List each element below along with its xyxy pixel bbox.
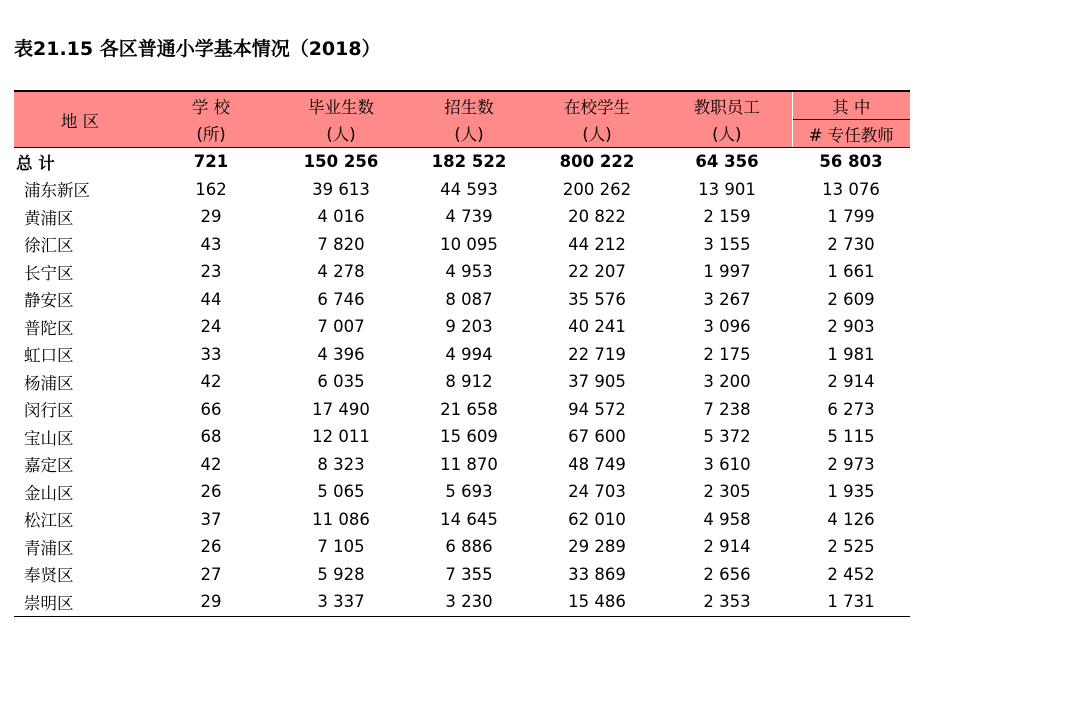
staff-cell: 1 997 [703, 262, 751, 282]
teachers-cell: 2 609 [827, 289, 875, 309]
header-teachers: # 专任教师 [792, 120, 910, 148]
enrollment-cell: 7 355 [445, 564, 493, 584]
staff-cell: 7 238 [703, 399, 751, 419]
teachers-cell: 1 981 [827, 344, 875, 364]
schools-cell: 68 [200, 427, 222, 447]
schools-cell: 27 [200, 564, 222, 584]
total-teachers: 56 803 [819, 152, 883, 172]
students-cell: 48 749 [568, 454, 626, 474]
header-staff-unit: (人) [662, 120, 792, 148]
staff-cell: 13 901 [698, 179, 756, 199]
table-row [14, 286, 910, 314]
graduates-cell: 3 337 [276, 588, 406, 616]
graduates-cell: 4 278 [317, 262, 365, 282]
students-cell: 22 207 [568, 262, 626, 282]
header-among: 其 中 [792, 91, 910, 120]
students-cell: 40 241 [568, 317, 626, 337]
teachers-cell: 13 076 [822, 179, 880, 199]
graduates-cell: 12 011 [312, 427, 370, 447]
table-row [14, 341, 910, 369]
schools-cell: 37 [200, 509, 222, 529]
graduates-cell: 11 086 [312, 509, 370, 529]
enrollment-cell: 4 953 [445, 262, 493, 282]
enrollment-cell: 21 658 [440, 399, 498, 419]
staff-cell: 2 353 [662, 588, 792, 616]
enrollment-cell: 10 095 [440, 234, 498, 254]
students-cell: 35 576 [568, 289, 626, 309]
teachers-cell: 1 799 [827, 207, 875, 227]
staff-cell: 2 175 [703, 344, 751, 364]
header-region: 地 区 [14, 91, 146, 148]
teachers-cell: 2 730 [827, 234, 875, 254]
region-cell: 徐汇区 [24, 236, 74, 256]
enrollment-cell: 5 693 [445, 482, 493, 502]
region-cell: 杨浦区 [24, 373, 74, 393]
table-row [14, 368, 910, 396]
header-staff: 教职员工 [662, 91, 792, 120]
staff-cell: 3 200 [703, 372, 751, 392]
header-graduates-unit: (人) [276, 120, 406, 148]
table-row [14, 396, 910, 424]
region-cell: 松江区 [24, 511, 74, 531]
graduates-cell: 6 746 [317, 289, 365, 309]
region-cell: 黄浦区 [24, 208, 74, 228]
enrollment-cell: 3 230 [406, 588, 532, 616]
staff-cell: 2 305 [703, 482, 751, 502]
teachers-cell: 6 273 [827, 399, 875, 419]
graduates-cell: 7 820 [317, 234, 365, 254]
header-row-2 [14, 120, 910, 148]
total-schools: 721 [193, 152, 229, 172]
region-cell: 嘉定区 [24, 456, 74, 476]
enrollment-cell: 11 870 [440, 454, 498, 474]
region-cell: 浦东新区 [24, 181, 90, 201]
staff-cell: 3 610 [703, 454, 751, 474]
students-cell: 15 486 [532, 588, 662, 616]
region-cell: 虹口区 [24, 346, 74, 366]
header-enrollment: 招生数 [406, 91, 532, 120]
teachers-cell: 5 115 [827, 427, 875, 447]
header-schools-unit: (所) [146, 120, 276, 148]
table-row [14, 423, 910, 451]
schools-cell: 43 [200, 234, 222, 254]
region-cell: 宝山区 [24, 428, 74, 448]
table-row [14, 231, 910, 259]
region-cell: 普陀区 [24, 318, 74, 338]
total-enrollment: 182 522 [431, 152, 507, 172]
schools-cell: 44 [200, 289, 222, 309]
schools-cell: 26 [200, 537, 222, 557]
header-students: 在校学生 [532, 91, 662, 120]
enrollment-cell: 4 994 [445, 344, 493, 364]
table-row [14, 258, 910, 286]
schools-cell: 33 [200, 344, 222, 364]
students-cell: 44 212 [568, 234, 626, 254]
teachers-cell: 2 525 [827, 537, 875, 557]
header-row-1 [14, 91, 910, 120]
table-row [14, 561, 910, 589]
schools-cell: 162 [195, 179, 227, 199]
table-header [14, 91, 910, 148]
staff-cell: 3 096 [703, 317, 751, 337]
table-row [14, 176, 910, 204]
table-row [14, 313, 910, 341]
students-cell: 62 010 [568, 509, 626, 529]
table-row [14, 478, 910, 506]
enrollment-cell: 6 886 [445, 537, 493, 557]
header-schools: 学 校 [146, 91, 276, 120]
graduates-cell: 39 613 [312, 179, 370, 199]
staff-cell: 5 372 [703, 427, 751, 447]
staff-cell: 4 958 [703, 509, 751, 529]
statistics-table [14, 90, 910, 617]
enrollment-cell: 4 739 [445, 207, 493, 227]
total-label: 总 计 [16, 153, 55, 173]
header-enrollment-unit: (人) [406, 120, 532, 148]
schools-cell: 29 [200, 207, 222, 227]
graduates-cell: 5 065 [317, 482, 365, 502]
teachers-cell: 1 661 [827, 262, 875, 282]
graduates-cell: 4 016 [317, 207, 365, 227]
region-cell: 静安区 [24, 291, 74, 311]
table-row-total [14, 148, 910, 176]
graduates-cell: 7 105 [317, 537, 365, 557]
students-cell: 24 703 [568, 482, 626, 502]
graduates-cell: 5 928 [317, 564, 365, 584]
schools-cell: 66 [200, 399, 222, 419]
enrollment-cell: 15 609 [440, 427, 498, 447]
students-cell: 33 869 [568, 564, 626, 584]
schools-cell: 23 [200, 262, 222, 282]
teachers-cell: 2 973 [827, 454, 875, 474]
header-graduates: 毕业生数 [276, 91, 406, 120]
teachers-cell: 2 452 [827, 564, 875, 584]
graduates-cell: 8 323 [317, 454, 365, 474]
graduates-cell: 4 396 [317, 344, 365, 364]
teachers-cell: 1 935 [827, 482, 875, 502]
teachers-cell: 2 914 [827, 372, 875, 392]
enrollment-cell: 9 203 [445, 317, 493, 337]
students-cell: 29 289 [568, 537, 626, 557]
region-cell: 奉贤区 [24, 566, 74, 586]
region-cell: 青浦区 [24, 538, 74, 558]
enrollment-cell: 14 645 [440, 509, 498, 529]
students-cell: 67 600 [568, 427, 626, 447]
table-row [14, 203, 910, 231]
enrollment-cell: 8 912 [445, 372, 493, 392]
students-cell: 37 905 [568, 372, 626, 392]
table-row [14, 533, 910, 561]
teachers-cell: 1 731 [792, 588, 910, 616]
graduates-cell: 6 035 [317, 372, 365, 392]
total-staff: 64 356 [695, 152, 759, 172]
teachers-cell: 2 903 [827, 317, 875, 337]
staff-cell: 3 155 [703, 234, 751, 254]
region-cell: 闵行区 [24, 401, 74, 421]
staff-cell: 2 656 [703, 564, 751, 584]
enrollment-cell: 8 087 [445, 289, 493, 309]
table-row [14, 588, 910, 616]
teachers-cell: 4 126 [827, 509, 875, 529]
table-row [14, 451, 910, 479]
table-row [14, 506, 910, 534]
total-graduates: 150 256 [303, 152, 379, 172]
page-title: 表21.15 各区普通小学基本情况（2018） [14, 38, 381, 60]
schools-cell: 26 [200, 482, 222, 502]
schools-cell: 42 [200, 372, 222, 392]
staff-cell: 2 914 [703, 537, 751, 557]
schools-cell: 29 [146, 588, 276, 616]
graduates-cell: 7 007 [317, 317, 365, 337]
graduates-cell: 17 490 [312, 399, 370, 419]
total-students: 800 222 [559, 152, 635, 172]
schools-cell: 42 [200, 454, 222, 474]
schools-cell: 24 [200, 317, 222, 337]
enrollment-cell: 44 593 [440, 179, 498, 199]
students-cell: 20 822 [568, 207, 626, 227]
region-cell: 崇明区 [14, 588, 146, 616]
students-cell: 94 572 [568, 399, 626, 419]
staff-cell: 3 267 [703, 289, 751, 309]
students-cell: 200 262 [562, 179, 632, 199]
region-cell: 金山区 [24, 483, 74, 503]
header-students-unit: (人) [532, 120, 662, 148]
region-cell: 长宁区 [24, 263, 74, 283]
students-cell: 22 719 [568, 344, 626, 364]
table-body [14, 148, 910, 617]
staff-cell: 2 159 [703, 207, 751, 227]
